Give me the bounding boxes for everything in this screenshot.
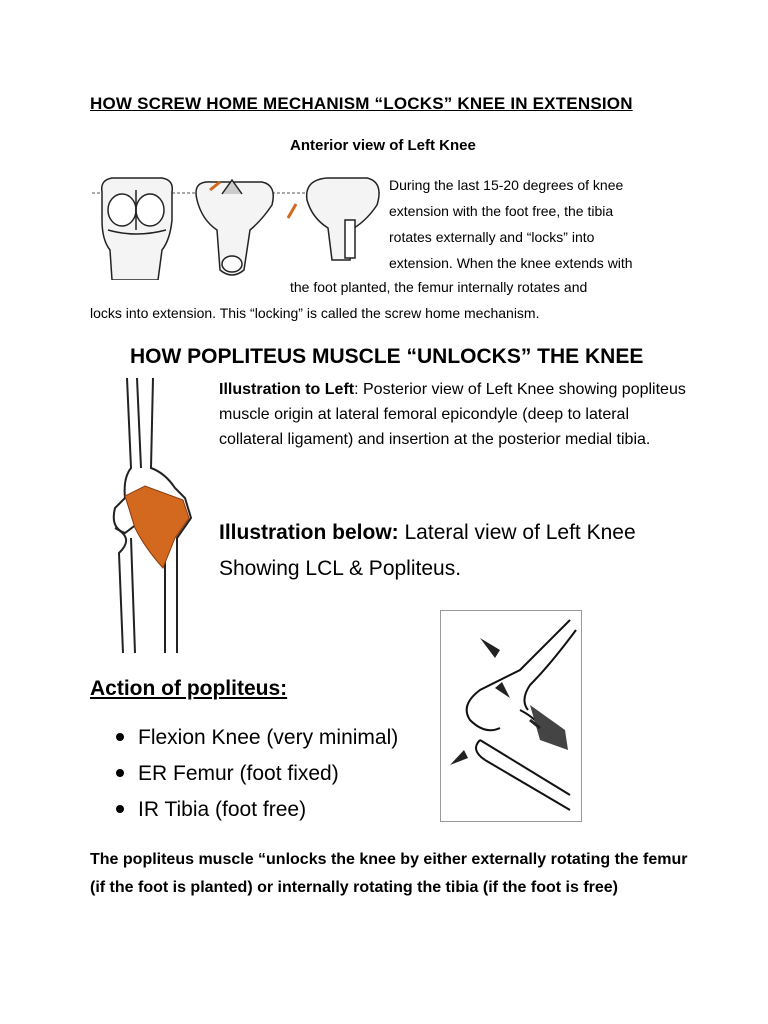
knee-figure-1 [102,178,173,280]
para1-line5: the foot planted, the femur internally rotates and [290,279,588,295]
section2-title: HOW POPLITEUS MUSCLE “UNLOCKS” THE KNEE [130,345,644,368]
list-item: IR Tibia (foot free) [96,792,398,828]
summary-paragraph: The popliteus muscle “unlocks the knee by either externally rotating the femur (if the foot is planted) or internally rotating the tibia (if the foot is free) [90,851,688,896]
anterior-knee-illustration [92,160,392,280]
para1-line2: extension with the foot free, the tibia [389,203,614,219]
popliteus-muscle [125,486,189,568]
action-heading: Action of popliteus: [90,677,288,700]
section1-title: HOW SCREW HOME MECHANISM “LOCKS” KNEE IN EXTENSION [90,94,633,113]
list-item: Flexion Knee (very minimal) [96,720,398,756]
illustration-below-label: Illustration below: [219,521,399,544]
action-list [96,720,398,828]
illustration-below-description [219,515,689,587]
bullet-icon [116,733,124,741]
illustration-left-text: : Posterior view of Left Knee showing popliteus muscle origin at lateral femoral epicondyle (deep to lateral collateral ligament) and insertion at the posterior medial tibia. [219,381,686,448]
illustration-left-label: Illustration to Left [219,381,355,398]
anterior-view-caption: Anterior view of Left Knee [290,137,476,154]
illustration-left-description [219,377,689,452]
para1-line1: During the last 15-20 degrees of knee [389,177,624,193]
list-item: ER Femur (foot fixed) [96,756,398,792]
bullet-icon [116,769,124,777]
posterior-knee-popliteus-illustration [105,378,215,653]
para1-line6: locks into extension. This “locking” is called the screw home mechanism. [90,305,540,321]
knee-figure-2 [196,180,273,275]
lateral-knee-illustration [440,610,582,822]
bullet-icon [116,805,124,813]
knee-figure-3 [307,178,379,260]
para1-line4: extension. When the knee extends with [389,255,633,271]
illustration-below-text: Lateral view of Left Knee Showing LCL & Popliteus. [219,521,636,580]
para1-line3: rotates externally and “locks” into [389,229,595,245]
